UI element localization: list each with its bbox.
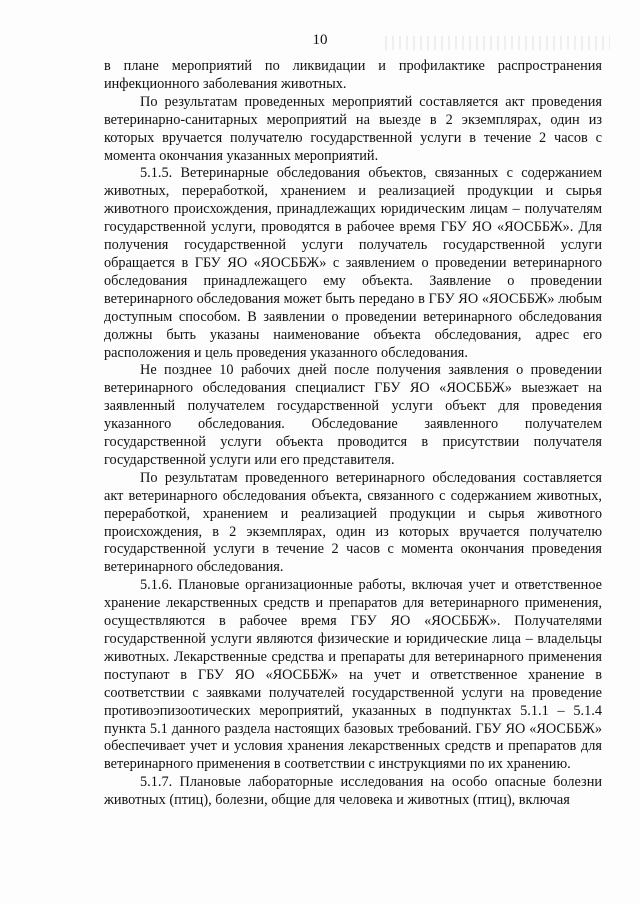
paragraph-inspection-deadline: Не позднее 10 рабочих дней после получения заявления о проведении ветеринарного обследования специалист ГБУ ЯО «ЯОСББЖ» выезжает на заявленный получателем государственной услуги объект для проведения указанного обследования. Обследование заявленного получателем государственной услуги объекта проводится в присутствии получателя государственной услуги или его представителя. bbox=[104, 362, 602, 468]
paragraph-continuation: в плане мероприятий по ликвидации и профилактике распространения инфекционного заболевания животных. bbox=[104, 58, 602, 92]
paragraph-act-results: По результатам проведенных мероприятий составляется акт проведения ветеринарно-санитарных мероприятий на выезде в 2 экземплярах, один из которых вручается получателю государственной услуги в течение 2 часов с момента окончания указанных мероприятий. bbox=[104, 93, 602, 164]
paragraph-5-1-6: 5.1.6. Плановые организационные работы, включая учет и ответственное хранение лекарственных средств и препаратов для ветеринарного применения, осуществляются в рабочее время ГБУ ЯО «ЯОСББЖ». Получателями государственной услуги являются физические и юридические лица – владельцы животных. Лекарственные средства и препараты для ветеринарного применения поступают в ГБУ ЯО «ЯОСББЖ» на учет и ответственное хранение в соответствии с заявками получателей государственной услуги на проведение противоэпизоотических мероприятий, указанных в подпунктах 5.1.1 – 5.1.4 пункта 5.1 данного раздела настоящих базовых требований. ГБУ ЯО «ЯОСББЖ» обеспечивает учет и условия хранения лекарственных средств и препаратов для ветеринарного применения в соответствии с инструкциями по их хранению. bbox=[104, 577, 602, 773]
document-body bbox=[104, 58, 602, 810]
paragraph-inspection-act: По результатам проведенного ветеринарного обследования составляется акт ветеринарного обследования объекта, связанного с содержанием животных, переработкой, хранением и реализацией продукции и сырья животного происхождения, в 2 экземплярах, один из которых вручается получателю государственной услуги в течение 2 часов с момента окончания проведения ветеринарного обследования. bbox=[104, 469, 602, 576]
paragraph-5-1-7: 5.1.7. Плановые лабораторные исследования на особо опасные болезни животных (птиц), болезни, общие для человека и животных (птиц), включая bbox=[104, 774, 602, 809]
paragraph-5-1-5: 5.1.5. Ветеринарные обследования объектов, связанных с содержанием животных, переработкой, хранением и реализацией продукции и сырья животного происхождения, принадлежащих юридическим лицам – получателям государственной услуги, проводятся в рабочее время ГБУ ЯО «ЯОСББЖ». Для получения государственной услуги получатель государственной услуги обращается в ГБУ ЯО «ЯОСББЖ» с заявлением о проведении ветеринарного обследования принадлежащего ему объекта. Заявление о проведении ветеринарного обследования может быть передано в ГБУ ЯО «ЯОСББЖ» любым доступным способом. В заявлении о проведении ветеринарного обследования должны быть указаны наименование объекта обследования, адрес его расположения и цель проведения указанного обследования. bbox=[104, 165, 602, 361]
page-number: 10 bbox=[312, 32, 328, 48]
